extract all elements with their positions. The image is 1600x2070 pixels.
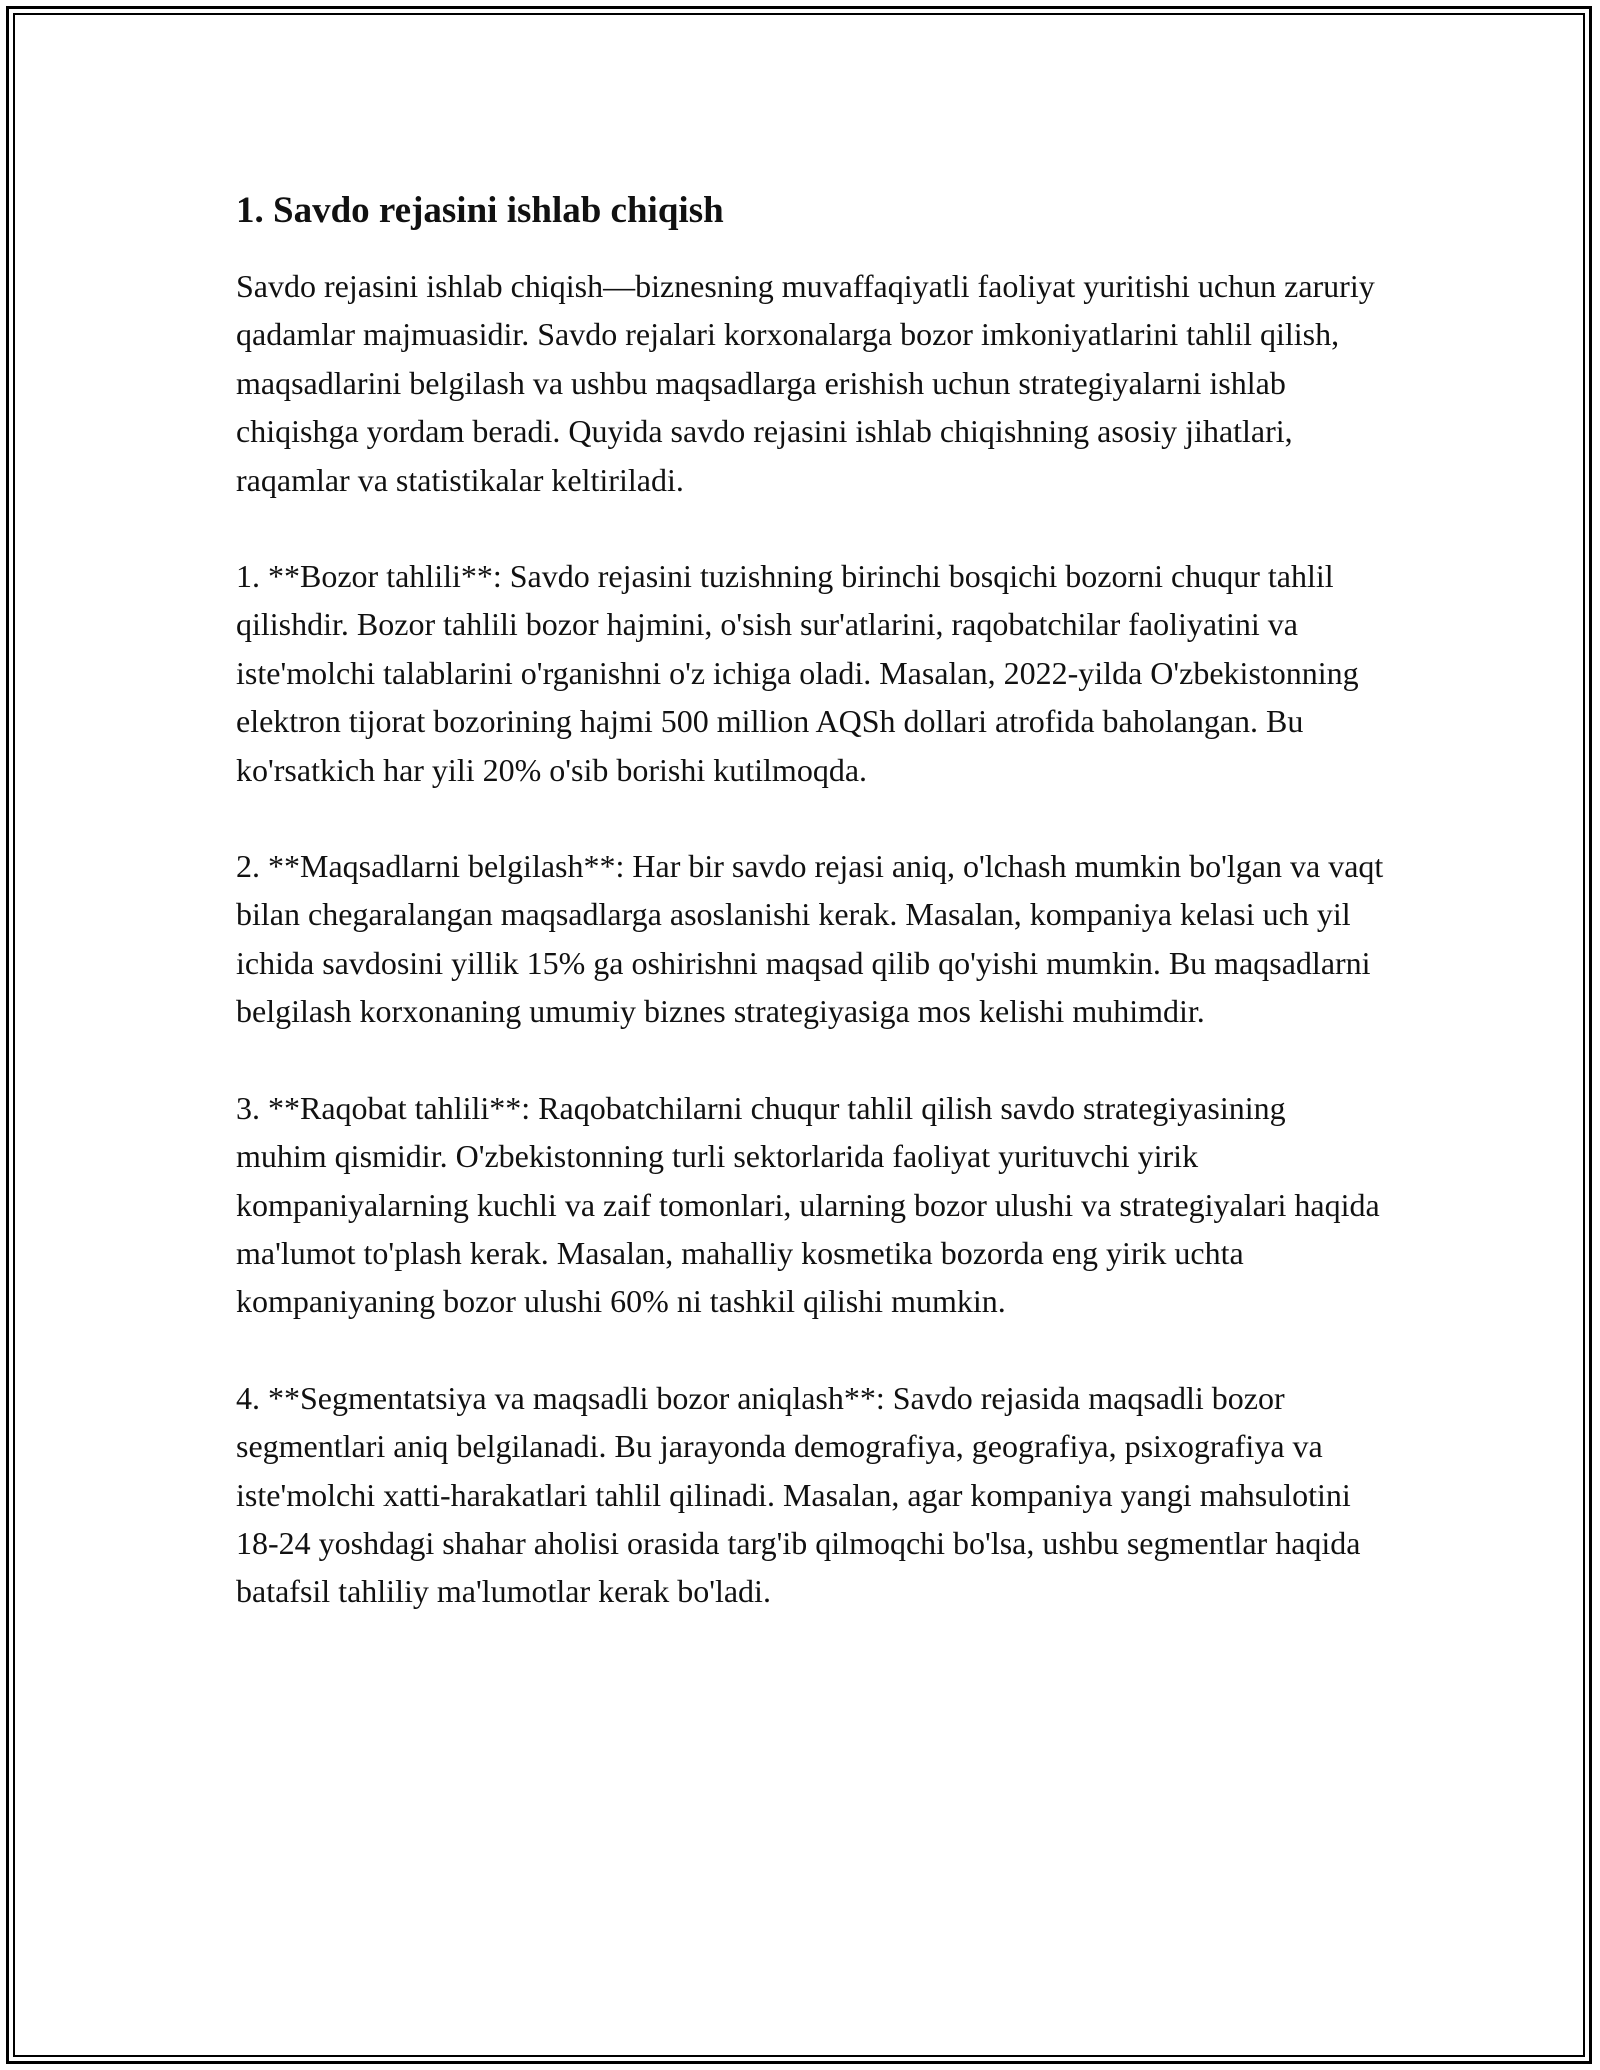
paragraph-market-analysis: 1. **Bozor tahlili**: Savdo rejasini tuzishning birinchi bosqichi bozorni chuqur tahlil qilishdir. Bozor tahlili bozor hajmini, o'sish sur'atlarini, raqobatchilar faoliyatini va iste'molchi talablarini o'rganishni o'z ichiga oladi. Masalan, 2022-yilda O'zbekistonning elektron tijorat bozorining hajmi 500 million AQSh dollari atrofida baholangan. Bu ko'rsatkich har yili 20% o'sib borishi kutilmoqda. xyxy=(236,558,1359,788)
intro-paragraph: Savdo rejasini ishlab chiqish—biznesning muvaffaqiyatli faoliyat yuritishi uchun zaruriy qadamlar majmuasidir. Savdo rejalari korxonalarga bozor imkoniyatlarini tahlil qilish, maqsadlarini belgilash va ushbu maqsadlarga erishish uchun strategiyalarni ishlab chiqishga yordam beradi. Quyida savdo rejasini ishlab chiqishning asosiy jihatlari, raqamlar va statistikalar keltiriladi. xyxy=(236,268,1375,498)
section-title: 1. Savdo rejasini ishlab chiqish xyxy=(236,190,724,231)
paragraph-competition-analysis: 3. **Raqobat tahlili**: Raqobatchilarni chuqur tahlil qilish savdo strategiyasining muhim qismidir. O'zbekistonning turli sektorlarida faoliyat yurituvchi yirik kompaniyalarning kuchli va zaif tomonlari, ularning bozor ulushi va strategiyalari haqida ma'lumot to'plash kerak. Masalan, mahalliy kosmetika bozorda eng yirik uchta kompaniyaning bozor ulushi 60% ni tashkil qilishi mumkin. xyxy=(236,1089,1380,1320)
paragraph-goal-setting: 2. **Maqsadlarni belgilash**: Har bir savdo rejasi aniq, o'lchash mumkin bo'lgan va vaqt bilan chegaralangan maqsadlarga asoslanishi kerak. Masalan, kompaniya kelasi uch yil ichida savdosini yillik 15% ga oshirishni maqsad qilib qo'yishi mumkin. Bu maqsadlarni belgilash korxonaning umumiy biznes strategiyasiga mos kelishi muhimdir. xyxy=(236,848,1384,1030)
document-body xyxy=(236,186,1384,1664)
paragraph-segmentation: 4. **Segmentatsiya va maqsadli bozor aniqlash**: Savdo rejasida maqsadli bozor segmentlari aniq belgilanadi. Bu jarayonda demografiya, geografiya, psixografiya va iste'molchi xatti-harakatlari tahlil qilinadi. Masalan, agar kompaniya yangi mahsulotini 18-24 yoshdagi shahar aholisi orasida targ'ib qilmoqchi bo'lsa, ushbu segmentlar haqida batafsil tahliliy ma'lumotlar kerak bo'ladi. xyxy=(236,1379,1361,1610)
